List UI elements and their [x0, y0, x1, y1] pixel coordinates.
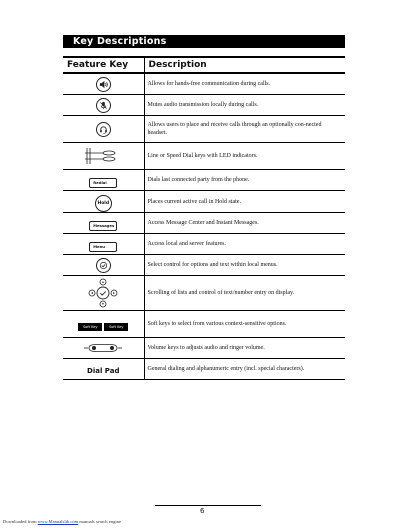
feature-key-cell [63, 116, 144, 143]
feature-key-cell [63, 213, 144, 234]
footer-rule [155, 505, 261, 506]
description-cell: General dialing and alphanumeric entry (incl. special characters). [144, 359, 345, 380]
table-row [63, 311, 345, 338]
feature-key-cell [63, 359, 144, 380]
navigation-arrows-icon [88, 284, 118, 301]
table-row [63, 338, 345, 359]
feature-key-header: Feature Key [63, 57, 144, 73]
table-row [63, 116, 345, 143]
table-row [63, 143, 345, 170]
description-header: Description [144, 57, 345, 73]
soft-key: Soft Key [78, 323, 102, 331]
table-row [63, 359, 345, 380]
speaker-icon [96, 77, 111, 92]
feature-key-cell [63, 255, 144, 276]
description-cell: Soft keys to select from various context-sensitive options. [144, 311, 345, 338]
feature-key-cell [63, 234, 144, 255]
description-cell: Volume keys to adjusts audio and ringer volume. [144, 338, 345, 359]
description-cell: Access Message Center and Instant Messages. [144, 213, 345, 234]
feature-key-cell [63, 311, 144, 338]
feature-key-cell [63, 191, 144, 213]
description-cell: Scrolling of lists and control of text/number entry on display. [144, 276, 345, 311]
download-suffix: manuals search engine [79, 519, 121, 524]
redial-key: Redial [89, 178, 117, 188]
table-row [63, 95, 345, 116]
description-cell: Mutes audio transmission locally during calls. [144, 95, 345, 116]
feature-key-cell [63, 170, 144, 191]
key-descriptions-table [63, 56, 345, 380]
description-cell: Dials last connected party from the phone. [144, 170, 345, 191]
description-cell: Allows for hands-free communication during calls. [144, 73, 345, 95]
manualslib-link[interactable]: www.Manualslib.com [37, 519, 79, 524]
section-title: Key Descriptions [63, 35, 345, 48]
page-number: 6 [200, 507, 205, 515]
feature-key-cell [63, 276, 144, 311]
description-cell: Allows users to place and receive calls through an optionally con-nected headset. [144, 116, 345, 143]
feature-key-cell [63, 338, 144, 359]
table-row [63, 234, 345, 255]
feature-key-cell [63, 95, 144, 116]
feature-key-cell [63, 143, 144, 170]
line-keys-icon [81, 147, 125, 164]
menu-key: Menu [89, 242, 117, 252]
download-prefix: Downloaded from [3, 519, 37, 524]
dial-pad-label: Dial Pad [87, 367, 120, 375]
table-row [63, 255, 345, 276]
table-header-row [63, 57, 345, 73]
soft-key: Soft Key [104, 323, 128, 331]
description-cell: Places current active call in Hold state. [144, 191, 345, 213]
table-row [63, 170, 345, 191]
description-cell: Line or Speed Dial keys with LED indicators. [144, 143, 345, 170]
headset-icon [96, 122, 111, 137]
table-row [63, 213, 345, 234]
mute-microphone-icon [96, 98, 111, 113]
table-row [63, 191, 345, 213]
feature-key-cell [63, 73, 144, 95]
table-row [63, 276, 345, 311]
volume-rocker-icon [83, 339, 123, 356]
soft-keys [78, 323, 128, 331]
hold-key: Hold [95, 195, 112, 212]
messages-key: Messages [89, 221, 117, 231]
description-cell: Select control for options and text within local menus. [144, 255, 345, 276]
table-row [63, 73, 345, 95]
select-check-icon [96, 258, 111, 273]
description-cell: Access local and server features. [144, 234, 345, 255]
download-footer [3, 519, 121, 524]
